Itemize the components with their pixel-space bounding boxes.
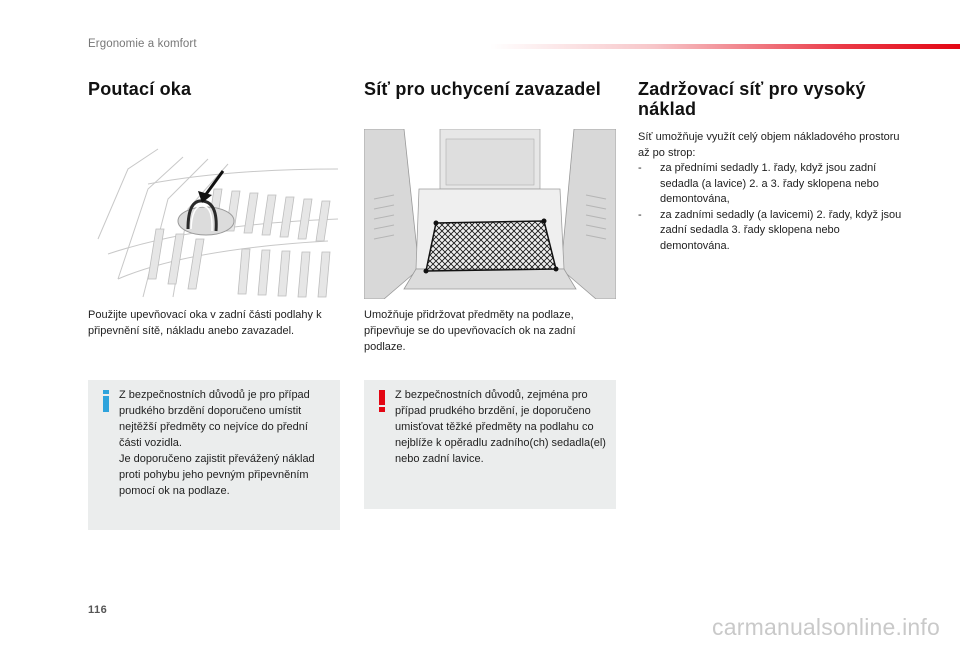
body-anchor-rings: Použijte upevňovací oka v zadní části podlahy k připevnění sítě, nákladu anebo zavazadel. bbox=[88, 309, 322, 337]
warning-note bbox=[364, 380, 616, 509]
bullet-dash: - bbox=[638, 208, 642, 221]
bullet-dash: - bbox=[638, 162, 642, 174]
list-item bbox=[638, 161, 906, 208]
warning-icon bbox=[374, 390, 390, 412]
anchor-ring-illustration bbox=[88, 129, 342, 299]
bullet-list bbox=[638, 161, 906, 254]
heading-anchor-rings: Poutací oka bbox=[88, 79, 192, 99]
watermark: carmanualsonline.info bbox=[712, 614, 940, 640]
heading-luggage-net: Síť pro uchycení zavazadel bbox=[364, 79, 601, 99]
list-item bbox=[638, 208, 906, 255]
bullet-text: za předními sedadly 1. řady, když jsou zadní sedadla (a lavice) 2. a 3. řady sklopena nebo demontována, bbox=[660, 162, 879, 205]
page-number: 116 bbox=[88, 604, 108, 616]
info-icon bbox=[98, 390, 114, 412]
info-note bbox=[88, 380, 340, 530]
warning-note-text: Z bezpečnostních důvodů, zejména pro případ prudkého brzdění, je doporučeno umisťovat těžké předměty na podlahu co nejblíže k opěradlu zadního(ch) sedadla(el) nebo zadní lavice. bbox=[395, 389, 606, 465]
section-label: Ergonomie a komfort bbox=[88, 38, 197, 50]
body-luggage-net: Umožňuje přidržovat předměty na podlaze, připevňuje se do upevňovacích ok na zadní podlaze. bbox=[364, 309, 576, 353]
header-accent-bar bbox=[490, 44, 960, 49]
body-high-load-net: Síť umožňuje využít celý objem nákladového prostoru až po strop: bbox=[638, 131, 900, 159]
info-note-text: Z bezpečnostních důvodů je pro případ prudkého brzdění doporučeno umístit nejtěžší předměty co nejvíce do přední části vozidla. Je doporučeno zajistit převážený náklad proti pohybu jeho pevným připevněním pomocí ok na podlaze. bbox=[119, 389, 315, 497]
heading-high-load-net: Zadržovací síť pro vysoký náklad bbox=[638, 79, 866, 119]
luggage-net-illustration bbox=[364, 129, 616, 299]
bullet-text: za zadními sedadly (a lavicemi) 2. řady, když jsou zadní sedadla 3. řady sklopena nebo demontována. bbox=[660, 208, 902, 252]
